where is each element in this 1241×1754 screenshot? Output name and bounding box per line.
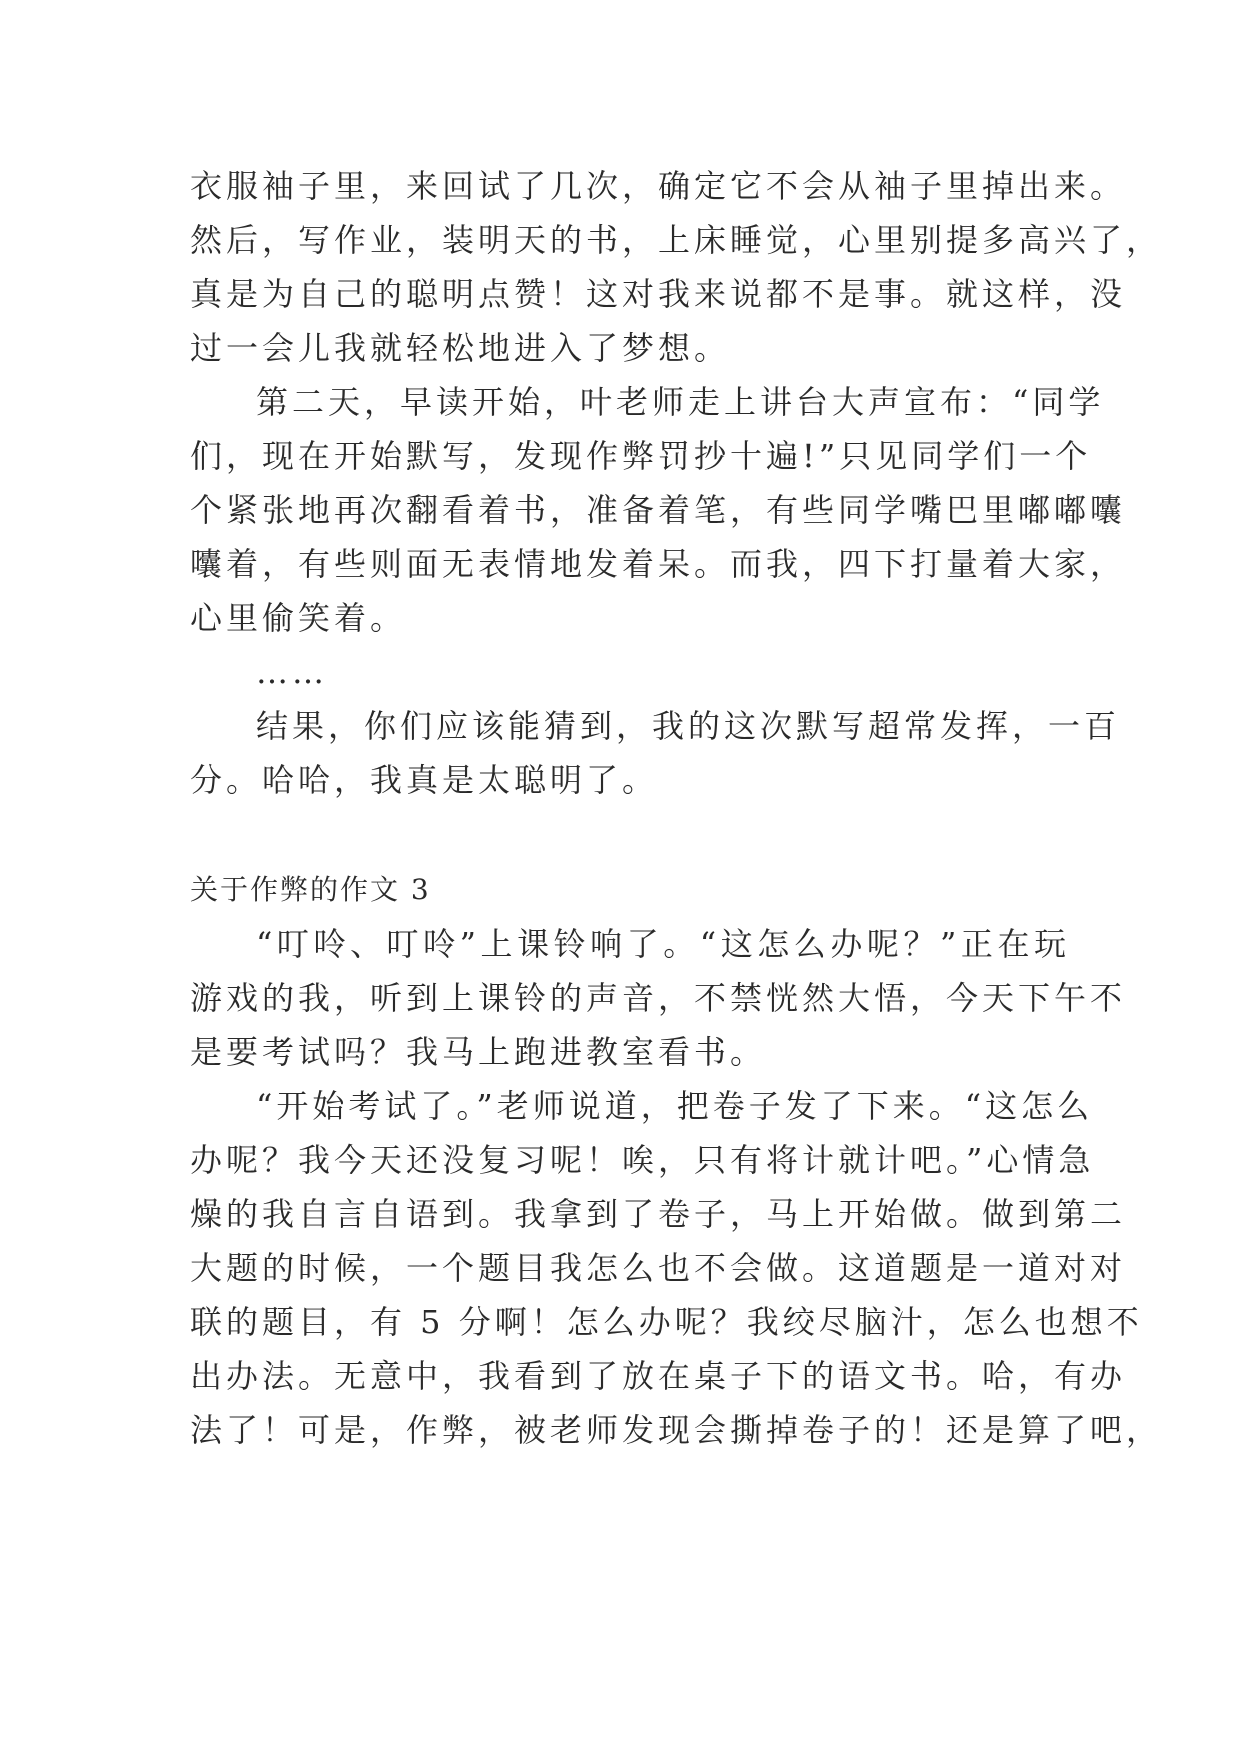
text-line: 分。哈哈，我真是太聪明了。 (190, 761, 659, 799)
text-line: 们，现在开始默写，发现作弊罚抄十遍!”只见同学们一个 (190, 437, 1092, 475)
text-line: 第二天，早读开始，叶老师走上讲台大声宣布：“同学 (256, 383, 1105, 421)
text-line: 衣服袖子里，来回试了几次，确定它不会从袖子里掉出来。 (190, 167, 1127, 205)
text-line: 大题的时候，一个题目我怎么也不会做。这道题是一道对对 (190, 1249, 1127, 1287)
text-line: 燥的我自言自语到。我拿到了卷子，马上开始做。做到第二 (190, 1195, 1127, 1233)
text-line: 囔着，有些则面无表情地发着呆。而我，四下打量着大家， (190, 545, 1127, 583)
text-line: 个紧张地再次翻看着书，准备着笔，有些同学嘴巴里嘟嘟囔 (190, 491, 1127, 529)
text-line: 然后，写作业，装明天的书，上床睡觉，心里别提多高兴了， (190, 221, 1163, 259)
text-line: 联的题目，有 5 分啊！怎么办呢？我绞尽脑汁，怎么也想不 (190, 1303, 1143, 1341)
text-line: “开始考试了。”老师说道，把卷子发了下来。“这怎么 (256, 1087, 1094, 1125)
text-line: 办呢？我今天还没复习呢！唉，只有将计就计吧。”心情急 (190, 1141, 1095, 1179)
text-line: …… (256, 653, 328, 691)
text-line: 是要考试吗？我马上跑进教室看书。 (190, 1033, 767, 1071)
text-line: 心里偷笑着。 (190, 599, 407, 637)
text-line: 游戏的我，听到上课铃的声音，不禁恍然大悟，今天下午不 (190, 979, 1127, 1017)
text-line: 过一会儿我就轻松地进入了梦想。 (190, 329, 731, 367)
text-line: “叮呤、叮呤”上课铃响了。“这怎么办呢？”正在玩 (256, 925, 1070, 963)
text-line: 出办法。无意中，我看到了放在桌子下的语文书。哈，有办 (190, 1357, 1127, 1395)
text-line: 真是为自己的聪明点赞！这对我来说都不是事。就这样，没 (190, 275, 1127, 313)
section-heading: 关于作弊的作文 3 (190, 873, 431, 906)
text-line: 法了！可是，作弊，被老师发现会撕掉卷子的！还是算了吧， (190, 1411, 1163, 1449)
text-line: 结果，你们应该能猜到，我的这次默写超常发挥，一百 (256, 707, 1121, 745)
